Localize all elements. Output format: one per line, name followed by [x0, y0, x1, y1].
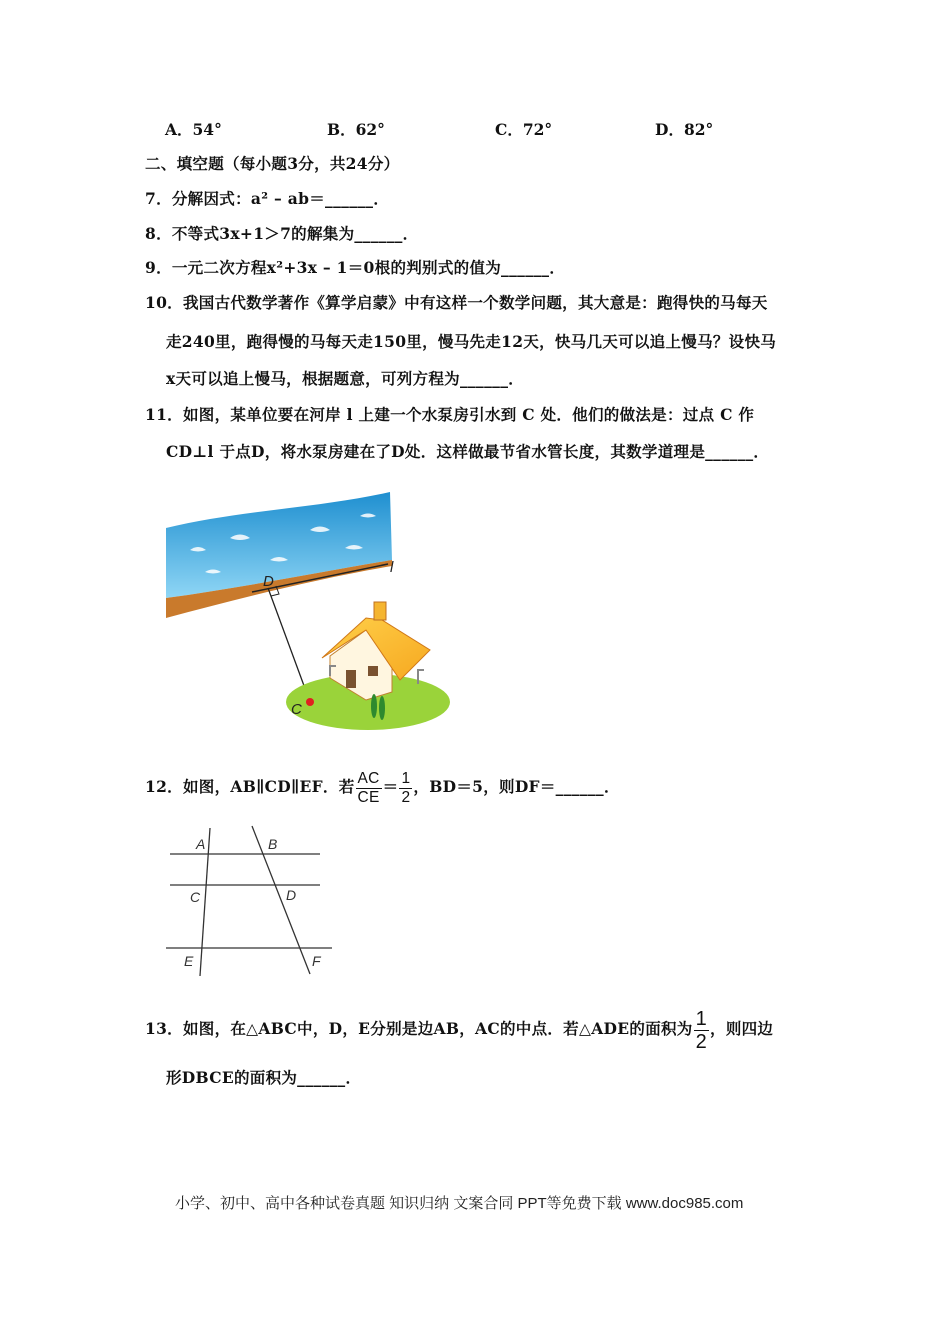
fraction-numerator: 1	[401, 769, 411, 787]
label-d: D	[286, 887, 297, 903]
question-9: 9．一元二次方程x²+3x – 1＝0根的判别式的值为______．	[145, 258, 566, 277]
section-title: 二、填空题（每小题3分，共24分）	[145, 154, 400, 173]
figure-12-parallel-lines	[160, 820, 340, 985]
question-7: 7．分解因式：a² – ab＝______．	[145, 189, 390, 208]
equals-sign: ＝	[382, 777, 399, 796]
choice-c: C．72°	[495, 120, 553, 139]
fraction-numerator: AC	[357, 769, 380, 787]
fraction-denominator: 2	[401, 788, 411, 806]
question-13-line1	[145, 1006, 773, 1053]
choice-d: D．82°	[655, 120, 714, 139]
fraction-denominator: CE	[357, 788, 380, 806]
house-window	[368, 666, 378, 676]
figure-11-river-house	[160, 480, 460, 740]
question-13-line2: 形DBCE的面积为______．	[166, 1068, 362, 1087]
fraction-one-half	[694, 1008, 709, 1053]
question-11-line2: CD⊥l 于点D，将水泵房建在了D处．这样做最节省水管长度，其数学道理是______．	[166, 442, 770, 461]
fraction-ac-ce	[356, 770, 382, 807]
question-13-suffix: ，则四边	[710, 1019, 774, 1038]
label-a: A	[196, 836, 206, 852]
question-8: 8．不等式3x+1＞7的解集为______．	[145, 224, 419, 243]
label-l: l	[390, 559, 394, 576]
label-f: F	[312, 953, 321, 969]
question-10-line2: 走240里，跑得慢的马每天走150里，慢马先走12天，快马几天可以追上慢马？设快马	[166, 332, 777, 351]
question-12-suffix: ，BD＝5，则DF＝______．	[413, 777, 620, 796]
choice-b: B．62°	[327, 120, 385, 139]
choice-a: A．54°	[165, 120, 222, 139]
label-c: C	[291, 701, 302, 718]
fraction-denominator: 2	[695, 1030, 708, 1053]
question-11-line1: 11．如图，某单位要在河岸 l 上建一个水泵房引水到 C 处．他们的做法是：过点 C 作	[145, 405, 755, 424]
fraction-numerator: 1	[695, 1007, 708, 1030]
question-10-line1: 10．我国古代数学著作《算学启蒙》中有这样一个数学问题，其大意是：跑得快的马每天	[145, 293, 768, 312]
question-12	[145, 764, 620, 810]
transversal-bdf	[252, 826, 310, 974]
page-footer: 小学、初中、高中各种试卷真题 知识归纳 文案合同 PPT等免费下载 www.doc985.com	[175, 1195, 744, 1212]
label-e: E	[184, 953, 194, 969]
point-c	[306, 698, 314, 706]
label-b: B	[268, 836, 278, 852]
label-c: C	[190, 889, 201, 905]
house-door	[346, 670, 356, 688]
fraction-one-half	[399, 770, 412, 807]
question-10-line3: x天可以追上慢马，根据题意，可列方程为______．	[166, 369, 525, 388]
tree	[371, 694, 377, 718]
question-13-prefix: 13．如图，在△ABC中，D，E分别是边AB，AC的中点．若△ADE的面积为	[145, 1019, 693, 1038]
house-chimney	[374, 602, 386, 620]
label-d: D	[263, 573, 274, 590]
question-12-prefix: 12．如图，AB∥CD∥EF．若	[145, 777, 355, 796]
